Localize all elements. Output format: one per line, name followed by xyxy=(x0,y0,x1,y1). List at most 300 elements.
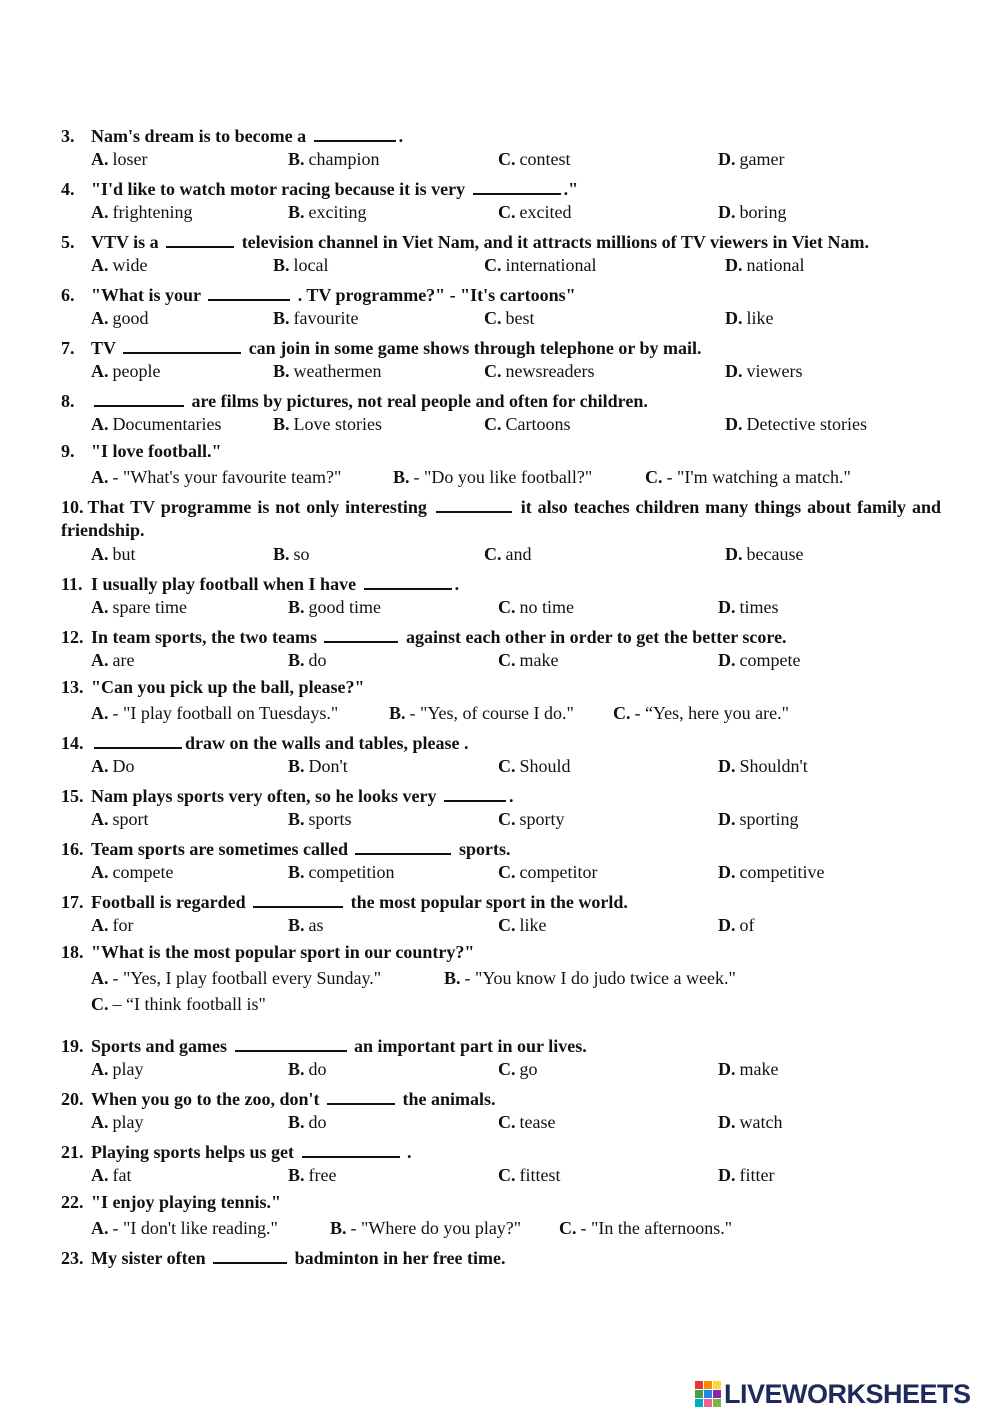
option-text: no time xyxy=(519,597,574,617)
option-letter: D. xyxy=(718,1165,736,1185)
question-text: it also teaches children many things about family and friendship. xyxy=(61,497,941,540)
answer-option[interactable] xyxy=(288,755,348,778)
logo-mark-cell xyxy=(695,1399,703,1407)
option-letter: B. xyxy=(288,202,305,222)
option-text: fat xyxy=(112,1165,132,1185)
liveworksheets-logo xyxy=(695,1378,971,1410)
option-letter: B. xyxy=(288,650,305,670)
option-letter: D. xyxy=(718,915,736,935)
option-text: exciting xyxy=(308,202,367,222)
answer-option[interactable] xyxy=(273,254,329,277)
answer-blank[interactable] xyxy=(123,334,241,354)
option-letter: A. xyxy=(91,361,109,381)
option-text: like xyxy=(519,915,547,935)
option-text: viewers xyxy=(746,361,803,381)
option-letter: C. xyxy=(91,994,109,1014)
question-q9 xyxy=(61,440,941,463)
question-text: In team sports, the two teams xyxy=(91,627,322,647)
option-text: times xyxy=(739,597,779,617)
option-text: Detective stories xyxy=(746,414,867,434)
option-letter: B. xyxy=(273,414,290,434)
question-q16 xyxy=(61,835,941,861)
option-text: of xyxy=(739,915,755,935)
question-text: badminton in her free time. xyxy=(290,1248,506,1268)
option-letter: A. xyxy=(91,202,109,222)
option-letter: B. xyxy=(273,544,290,564)
option-text: for xyxy=(112,915,134,935)
option-text: newsreaders xyxy=(505,361,595,381)
option-letter: A. xyxy=(91,149,109,169)
option-letter: A. xyxy=(91,597,109,617)
answer-option[interactable] xyxy=(718,201,787,224)
answer-option[interactable] xyxy=(288,914,324,937)
question-q13 xyxy=(61,676,941,699)
option-text: boring xyxy=(739,202,787,222)
answer-option[interactable] xyxy=(718,914,755,937)
question-text: "Can you pick up the ball, please?" xyxy=(91,677,365,697)
question-text: . xyxy=(508,786,514,806)
answer-option[interactable] xyxy=(559,1217,732,1240)
option-letter: C. xyxy=(498,756,516,776)
logo-mark-cell xyxy=(704,1381,712,1389)
answer-option[interactable] xyxy=(91,148,148,171)
question-number: 5. xyxy=(61,232,75,252)
option-letter: C. xyxy=(498,1165,516,1185)
question-text: "What is your xyxy=(91,285,206,305)
option-letter: D. xyxy=(718,862,736,882)
option-text: - "Yes, of course I do." xyxy=(409,703,574,723)
option-letter: B. xyxy=(444,968,461,988)
answer-blank[interactable] xyxy=(473,175,561,195)
question-number: 18. xyxy=(61,942,84,962)
answer-option[interactable] xyxy=(498,755,571,778)
answer-option[interactable] xyxy=(613,702,789,725)
question-text: the animals. xyxy=(398,1089,496,1109)
option-letter: C. xyxy=(559,1218,577,1238)
option-letter: B. xyxy=(389,703,406,723)
option-letter: D. xyxy=(725,361,743,381)
answer-blank[interactable] xyxy=(213,1244,287,1264)
option-text: local xyxy=(293,255,329,275)
option-text: competitive xyxy=(739,862,825,882)
answer-option[interactable] xyxy=(725,307,774,330)
question-text: Nam plays sports very often, so he looks very xyxy=(91,786,441,806)
question-q8 xyxy=(61,387,941,413)
answer-option[interactable] xyxy=(484,413,571,436)
option-text: excited xyxy=(519,202,572,222)
question-q14 xyxy=(61,729,941,755)
option-letter: B. xyxy=(393,467,410,487)
option-letter: D. xyxy=(718,650,736,670)
answer-option[interactable] xyxy=(718,596,779,619)
option-text: competition xyxy=(308,862,395,882)
answer-option[interactable] xyxy=(91,254,148,277)
option-letter: A. xyxy=(91,862,109,882)
answer-option[interactable] xyxy=(718,861,824,884)
question-q11 xyxy=(61,570,941,596)
answer-option[interactable] xyxy=(273,360,381,383)
option-letter: D. xyxy=(718,1059,736,1079)
question-q12 xyxy=(61,623,941,649)
answer-option[interactable] xyxy=(91,914,134,937)
option-letter: D. xyxy=(718,756,736,776)
option-letter: B. xyxy=(288,149,305,169)
option-text: do xyxy=(308,1059,327,1079)
answer-option[interactable] xyxy=(91,466,341,489)
option-text: because xyxy=(746,544,804,564)
logo-text: LIVEWORKSHEETS xyxy=(724,1378,971,1409)
answer-option[interactable] xyxy=(718,755,808,778)
option-letter: D. xyxy=(718,1112,736,1132)
answer-blank[interactable] xyxy=(94,387,184,407)
option-letter: A. xyxy=(91,968,109,988)
answer-option[interactable] xyxy=(718,649,800,672)
answer-option[interactable] xyxy=(91,201,192,224)
answer-option[interactable] xyxy=(718,1164,774,1187)
option-text: good xyxy=(112,308,149,328)
answer-option[interactable] xyxy=(288,1111,327,1134)
option-letter: B. xyxy=(288,597,305,617)
option-letter: D. xyxy=(718,809,736,829)
answer-option[interactable] xyxy=(288,808,352,831)
option-text: play xyxy=(112,1059,144,1079)
answer-option[interactable] xyxy=(91,307,149,330)
answer-option[interactable] xyxy=(91,649,134,672)
option-letter: C. xyxy=(484,414,502,434)
answer-option[interactable] xyxy=(273,307,358,330)
question-q19 xyxy=(61,1032,941,1058)
question-number: 23. xyxy=(61,1248,84,1268)
option-text: Cartoons xyxy=(505,414,571,434)
question-text: "What is the most popular sport in our country?" xyxy=(91,942,475,962)
option-letter: C. xyxy=(484,361,502,381)
answer-option[interactable] xyxy=(484,360,594,383)
answer-option[interactable] xyxy=(645,466,851,489)
answer-blank[interactable] xyxy=(166,228,234,248)
option-letter: A. xyxy=(91,650,109,670)
option-letter: C. xyxy=(498,1059,516,1079)
question-text: "I'd like to watch motor racing because it is very xyxy=(91,179,470,199)
option-text: - "I don't like reading." xyxy=(112,1218,278,1238)
option-letter: C. xyxy=(498,149,516,169)
option-text: are xyxy=(112,650,135,670)
question-number: 17. xyxy=(61,892,84,912)
answer-blank[interactable] xyxy=(324,623,398,643)
option-text: contest xyxy=(519,149,571,169)
option-letter: C. xyxy=(498,809,516,829)
answer-option[interactable] xyxy=(718,1111,782,1134)
answer-blank[interactable] xyxy=(355,835,451,855)
option-letter: A. xyxy=(91,703,109,723)
answer-option[interactable] xyxy=(498,1111,555,1134)
logo-mark-cell xyxy=(695,1390,703,1398)
answer-option[interactable] xyxy=(498,914,547,937)
answer-option[interactable] xyxy=(498,861,597,884)
answer-option[interactable] xyxy=(91,360,160,383)
answer-option[interactable] xyxy=(725,254,804,277)
option-text: and xyxy=(505,544,532,564)
option-text: make xyxy=(519,650,559,670)
question-text: an important part in our lives. xyxy=(349,1036,587,1056)
question-text: can join in some game shows through telephone or by mail. xyxy=(244,338,702,358)
option-letter: D. xyxy=(725,414,743,434)
answer-blank[interactable] xyxy=(235,1032,347,1052)
option-text: go xyxy=(519,1059,538,1079)
answer-option[interactable] xyxy=(91,755,135,778)
question-number: 4. xyxy=(61,179,75,199)
question-q7 xyxy=(61,334,941,360)
option-text: sporting xyxy=(739,809,799,829)
question-number: 9. xyxy=(61,441,75,461)
logo-mark-cell xyxy=(695,1381,703,1389)
option-letter: D. xyxy=(718,149,736,169)
answer-option[interactable] xyxy=(498,201,571,224)
option-text: fittest xyxy=(519,1165,561,1185)
answer-option[interactable] xyxy=(91,808,149,831)
answer-option[interactable] xyxy=(444,967,736,990)
question-text: Nam's dream is to become a xyxy=(91,126,311,146)
option-letter: C. xyxy=(498,862,516,882)
answer-option[interactable] xyxy=(725,360,802,383)
option-text: compete xyxy=(739,650,801,670)
option-text: do xyxy=(308,1112,327,1132)
answer-option[interactable] xyxy=(273,543,310,566)
option-letter: C. xyxy=(498,650,516,670)
answer-option[interactable] xyxy=(91,702,338,725)
answer-option[interactable] xyxy=(718,808,799,831)
option-text: play xyxy=(112,1112,144,1132)
answer-option[interactable] xyxy=(389,702,574,725)
answer-option[interactable] xyxy=(393,466,592,489)
logo-mark-cell xyxy=(713,1399,721,1407)
question-text: draw on the walls and tables, please . xyxy=(185,733,469,753)
option-letter: C. xyxy=(484,308,502,328)
option-letter: C. xyxy=(498,915,516,935)
question-text: the most popular sport in the world. xyxy=(346,892,628,912)
option-letter: C. xyxy=(498,202,516,222)
option-letter: C. xyxy=(484,544,502,564)
question-text: Playing sports helps us get xyxy=(91,1142,299,1162)
answer-option[interactable] xyxy=(498,1164,561,1187)
question-number: 20. xyxy=(61,1089,84,1109)
question-q23 xyxy=(61,1244,941,1270)
option-text: so xyxy=(293,544,310,564)
answer-option[interactable] xyxy=(91,1164,131,1187)
answer-option[interactable] xyxy=(288,861,395,884)
answer-option[interactable] xyxy=(91,967,381,990)
option-letter: B. xyxy=(288,1112,305,1132)
option-text: tease xyxy=(519,1112,556,1132)
answer-blank[interactable] xyxy=(94,729,182,749)
question-text: Football is regarded xyxy=(91,892,251,912)
answer-option[interactable] xyxy=(498,148,571,171)
answer-option[interactable] xyxy=(91,543,136,566)
answer-option[interactable] xyxy=(725,413,867,436)
answer-option[interactable] xyxy=(91,413,221,436)
option-letter: B. xyxy=(288,915,305,935)
option-letter: B. xyxy=(273,255,290,275)
option-letter: B. xyxy=(288,862,305,882)
option-text: good time xyxy=(308,597,382,617)
answer-option[interactable] xyxy=(725,543,803,566)
question-number: 3. xyxy=(61,126,75,146)
liveworksheets-logo-icon xyxy=(695,1381,721,1407)
option-text: - "Where do you play?" xyxy=(350,1218,522,1238)
option-letter: A. xyxy=(91,308,109,328)
question-text: My sister often xyxy=(91,1248,211,1268)
option-letter: C. xyxy=(613,703,631,723)
option-text: Love stories xyxy=(293,414,382,434)
answer-option[interactable] xyxy=(288,1058,327,1081)
question-number: 12. xyxy=(61,627,84,647)
answer-option[interactable] xyxy=(498,649,558,672)
option-letter: D. xyxy=(725,544,743,564)
option-letter: A. xyxy=(91,809,109,829)
question-number: 15. xyxy=(61,786,84,806)
option-text: people xyxy=(112,361,161,381)
option-letter: A. xyxy=(91,414,109,434)
option-text: gamer xyxy=(739,149,785,169)
question-q22 xyxy=(61,1191,941,1214)
option-text: loser xyxy=(112,149,148,169)
option-text: Should xyxy=(519,756,571,776)
answer-blank[interactable] xyxy=(444,782,506,802)
answer-blank[interactable] xyxy=(208,281,290,301)
question-q10 xyxy=(61,493,941,542)
answer-blank[interactable] xyxy=(436,493,512,513)
question-text: . xyxy=(402,1142,412,1162)
option-text: Do xyxy=(112,756,135,776)
answer-option[interactable] xyxy=(330,1217,521,1240)
question-text: . TV programme?" - "It's cartoons" xyxy=(293,285,576,305)
option-letter: D. xyxy=(725,308,743,328)
option-letter: A. xyxy=(91,544,109,564)
option-letter: A. xyxy=(91,1059,109,1079)
option-letter: B. xyxy=(288,1165,305,1185)
question-text: I usually play football when I have xyxy=(91,574,361,594)
answer-blank[interactable] xyxy=(302,1138,400,1158)
question-text: . xyxy=(454,574,460,594)
option-text: - "You know I do judo twice a week." xyxy=(464,968,736,988)
answer-option[interactable] xyxy=(91,596,187,619)
option-text: fitter xyxy=(739,1165,775,1185)
question-number: 13. xyxy=(61,677,84,697)
answer-option[interactable] xyxy=(484,254,596,277)
answer-option[interactable] xyxy=(288,1164,336,1187)
answer-blank[interactable] xyxy=(253,888,343,908)
answer-option[interactable] xyxy=(498,596,574,619)
answer-option[interactable] xyxy=(718,1058,778,1081)
option-letter: A. xyxy=(91,1165,109,1185)
option-text: Documentaries xyxy=(112,414,222,434)
option-letter: B. xyxy=(288,756,305,776)
answer-option[interactable] xyxy=(484,543,532,566)
option-letter: D. xyxy=(725,255,743,275)
answer-option[interactable] xyxy=(91,993,266,1016)
option-letter: A. xyxy=(91,915,109,935)
option-text: sport xyxy=(112,809,149,829)
option-text: as xyxy=(308,915,324,935)
question-q18 xyxy=(61,941,941,964)
answer-option[interactable] xyxy=(718,148,784,171)
question-number: 6. xyxy=(61,285,75,305)
question-text: sports. xyxy=(454,839,511,859)
answer-option[interactable] xyxy=(288,201,367,224)
answer-option[interactable] xyxy=(288,649,327,672)
answer-blank[interactable] xyxy=(314,122,396,142)
option-text: sporty xyxy=(519,809,565,829)
option-text: weathermen xyxy=(293,361,382,381)
option-text: best xyxy=(505,308,535,328)
option-text: do xyxy=(308,650,327,670)
question-number: 14. xyxy=(61,733,84,753)
option-text: wide xyxy=(112,255,148,275)
question-number: 10. xyxy=(61,497,84,517)
question-q20 xyxy=(61,1085,941,1111)
question-text: When you go to the zoo, don't xyxy=(91,1089,325,1109)
option-text: Don't xyxy=(308,756,348,776)
answer-option[interactable] xyxy=(91,1058,144,1081)
question-text: That TV programme is not only interesting xyxy=(87,497,433,517)
question-q4 xyxy=(61,175,941,201)
option-text: favourite xyxy=(293,308,359,328)
answer-option[interactable] xyxy=(288,596,381,619)
logo-mark-cell xyxy=(713,1381,721,1389)
option-text: free xyxy=(308,1165,337,1185)
answer-option[interactable] xyxy=(91,861,173,884)
question-text: VTV is a xyxy=(91,232,164,252)
question-text: "I enjoy playing tennis." xyxy=(91,1192,282,1212)
option-letter: B. xyxy=(288,1059,305,1079)
option-letter: A. xyxy=(91,467,109,487)
question-number: 11. xyxy=(61,574,83,594)
answer-blank[interactable] xyxy=(364,570,452,590)
option-letter: A. xyxy=(91,1112,109,1132)
answer-option[interactable] xyxy=(498,808,565,831)
option-letter: C. xyxy=(498,1112,516,1132)
answer-option[interactable] xyxy=(498,1058,538,1081)
option-letter: A. xyxy=(91,756,109,776)
question-number: 7. xyxy=(61,338,75,358)
option-letter: D. xyxy=(718,597,736,617)
question-text: . xyxy=(398,126,404,146)
question-number: 16. xyxy=(61,839,84,859)
option-text: but xyxy=(112,544,136,564)
question-q21 xyxy=(61,1138,941,1164)
answer-option[interactable] xyxy=(91,1111,144,1134)
answer-option[interactable] xyxy=(484,307,535,330)
question-q5 xyxy=(61,228,941,254)
question-text: ." xyxy=(563,179,579,199)
option-text: make xyxy=(739,1059,779,1079)
question-text: television channel in Viet Nam, and it attracts millions of TV viewers in Viet Nam. xyxy=(237,232,869,252)
question-text: against each other in order to get the better score. xyxy=(401,627,787,647)
option-text: like xyxy=(746,308,774,328)
question-text: are films by pictures, not real people and often for children. xyxy=(187,391,648,411)
answer-blank[interactable] xyxy=(327,1085,395,1105)
option-letter: B. xyxy=(330,1218,347,1238)
option-text: - “Yes, here you are." xyxy=(634,703,789,723)
option-text: - "Yes, I play football every Sunday." xyxy=(112,968,382,988)
answer-option[interactable] xyxy=(288,148,380,171)
answer-option[interactable] xyxy=(273,413,382,436)
option-text: sports xyxy=(308,809,352,829)
question-number: 19. xyxy=(61,1036,84,1056)
option-letter: B. xyxy=(288,809,305,829)
answer-option[interactable] xyxy=(91,1217,278,1240)
option-letter: B. xyxy=(273,308,290,328)
option-text: champion xyxy=(308,149,380,169)
